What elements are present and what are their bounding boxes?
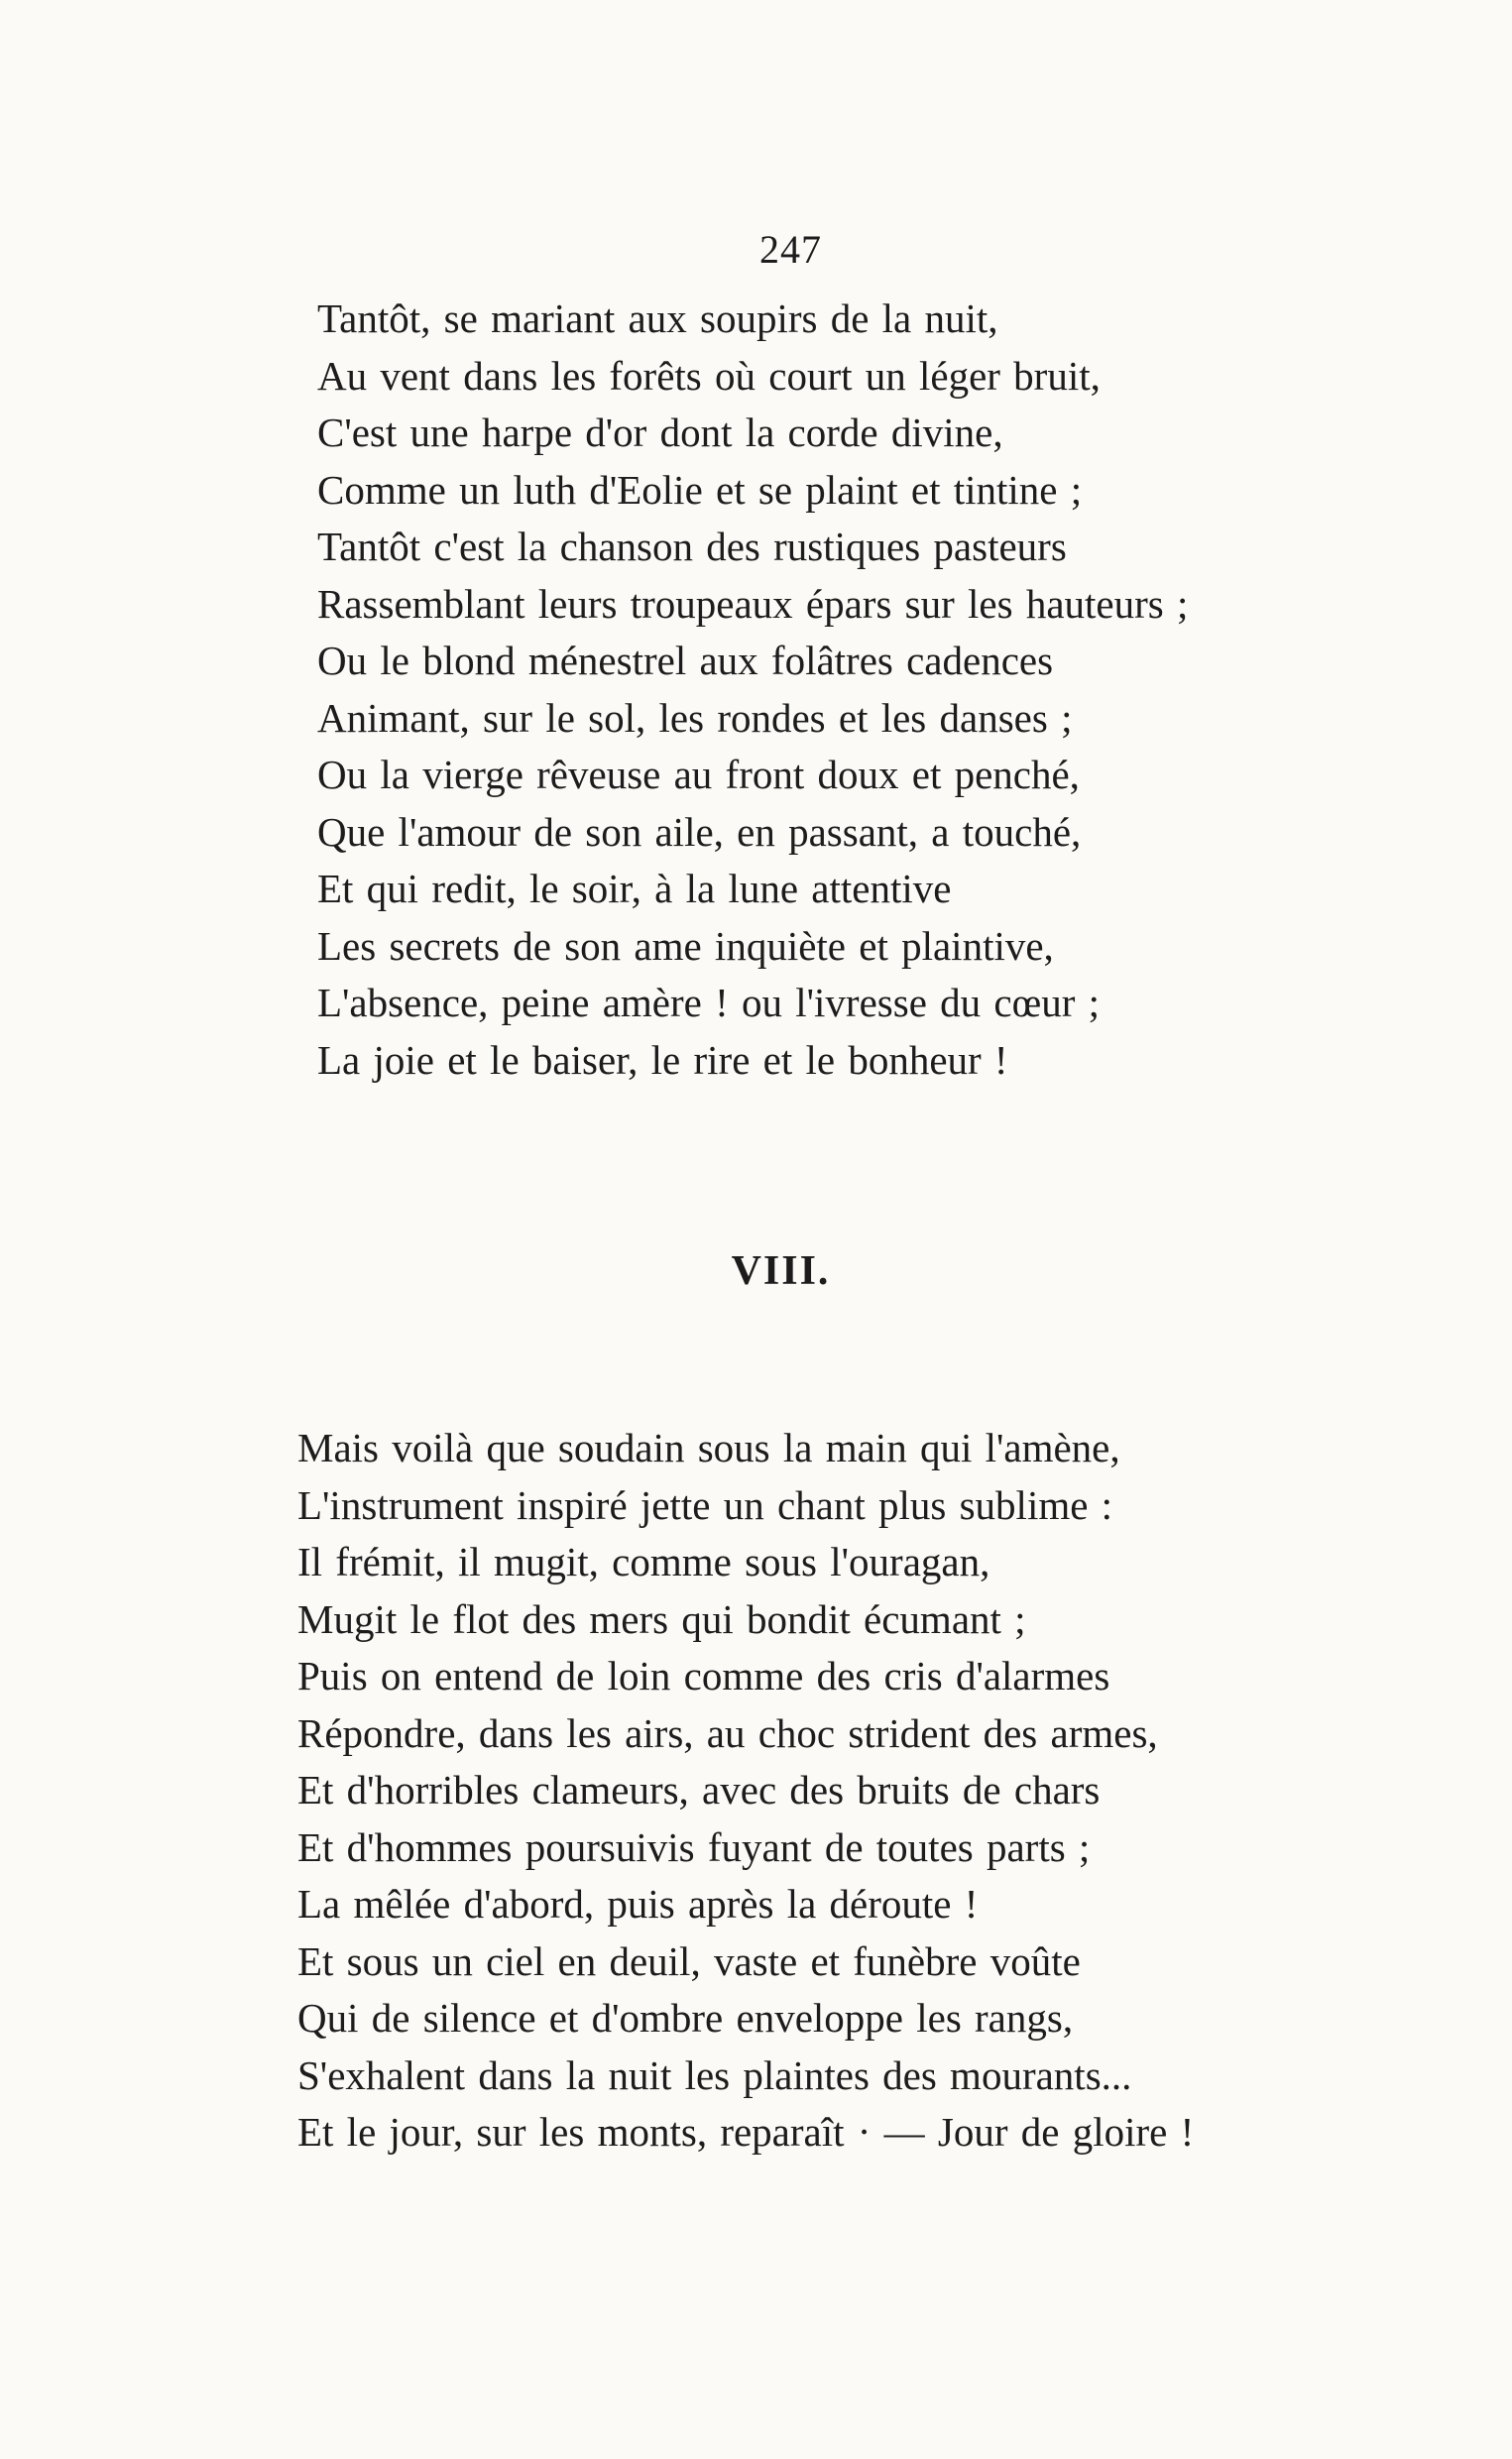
verse-line: Il frémit, il mugit, comme sous l'ouragan, [297, 1539, 990, 1584]
verse-line: S'exhalent dans la nuit les plaintes des mourants... [297, 2051, 1132, 2098]
verse-line: Répondre, dans les airs, au choc strident des armes, [297, 1709, 1158, 1756]
stanza-1 [317, 291, 1188, 1089]
verse-line: Les secrets de son ame inquiète et plaintive, [317, 922, 1054, 969]
verse-line: Mais voilà que soudain sous la main qui l'amène, [297, 1425, 1120, 1470]
verse-line: L'instrument inspiré jette un chant plus sublime : [297, 1481, 1113, 1528]
verse-line: Mugit le flot des mers qui bondit écumant ; [297, 1595, 1026, 1642]
verse-line: Que l'amour de son aile, en passant, a touché, [317, 808, 1082, 855]
verse-line: Ou la vierge rêveuse au front doux et penché, [317, 752, 1080, 797]
verse-line: C'est une harpe d'or dont la corde divine, [317, 410, 1003, 455]
verse-line: Et sous un ciel en deuil, vaste et funèbre voûte [297, 1937, 1081, 1984]
verse-line: Au vent dans les forêts où court un léger bruit, [317, 352, 1101, 399]
verse-line: Et le jour, sur les monts, reparaît · — Jour de gloire ! [297, 2109, 1195, 2155]
verse-line: Et qui redit, le soir, à la lune attentive [317, 866, 952, 911]
section-heading: VIII. [731, 1248, 831, 1294]
verse-line: Qui de silence et d'ombre enveloppe les rangs, [297, 1995, 1074, 2041]
verse-line: Animant, sur le sol, les rondes et les danses ; [317, 694, 1073, 741]
verse-line: Rassemblant leurs troupeaux épars sur les hauteurs ; [317, 580, 1189, 627]
stanza-2 [297, 1420, 1194, 2162]
verse-line: L'absence, peine amère ! ou l'ivresse du cœur ; [317, 980, 1100, 1025]
verse-line: Et d'horribles clameurs, avec des bruits de chars [297, 1767, 1101, 1813]
verse-line: Tantôt c'est la chanson des rustiques pasteurs [317, 524, 1067, 569]
verse-line: Et d'hommes poursuivis fuyant de toutes parts ; [297, 1823, 1091, 1870]
verse-line: La mêlée d'abord, puis après la déroute ! [297, 1881, 979, 1927]
verse-line: La joie et le baiser, le rire et le bonheur ! [317, 1036, 1008, 1083]
verse-line: Comme un luth d'Eolie et se plaint et tintine ; [317, 466, 1083, 513]
verse-line: Ou le blond ménestrel aux folâtres cadences [317, 638, 1054, 683]
verse-line: Puis on entend de loin comme des cris d'alarmes [297, 1653, 1110, 1698]
page-number: 247 [759, 227, 822, 272]
verse-line: Tantôt, se mariant aux soupirs de la nuit, [317, 295, 998, 341]
